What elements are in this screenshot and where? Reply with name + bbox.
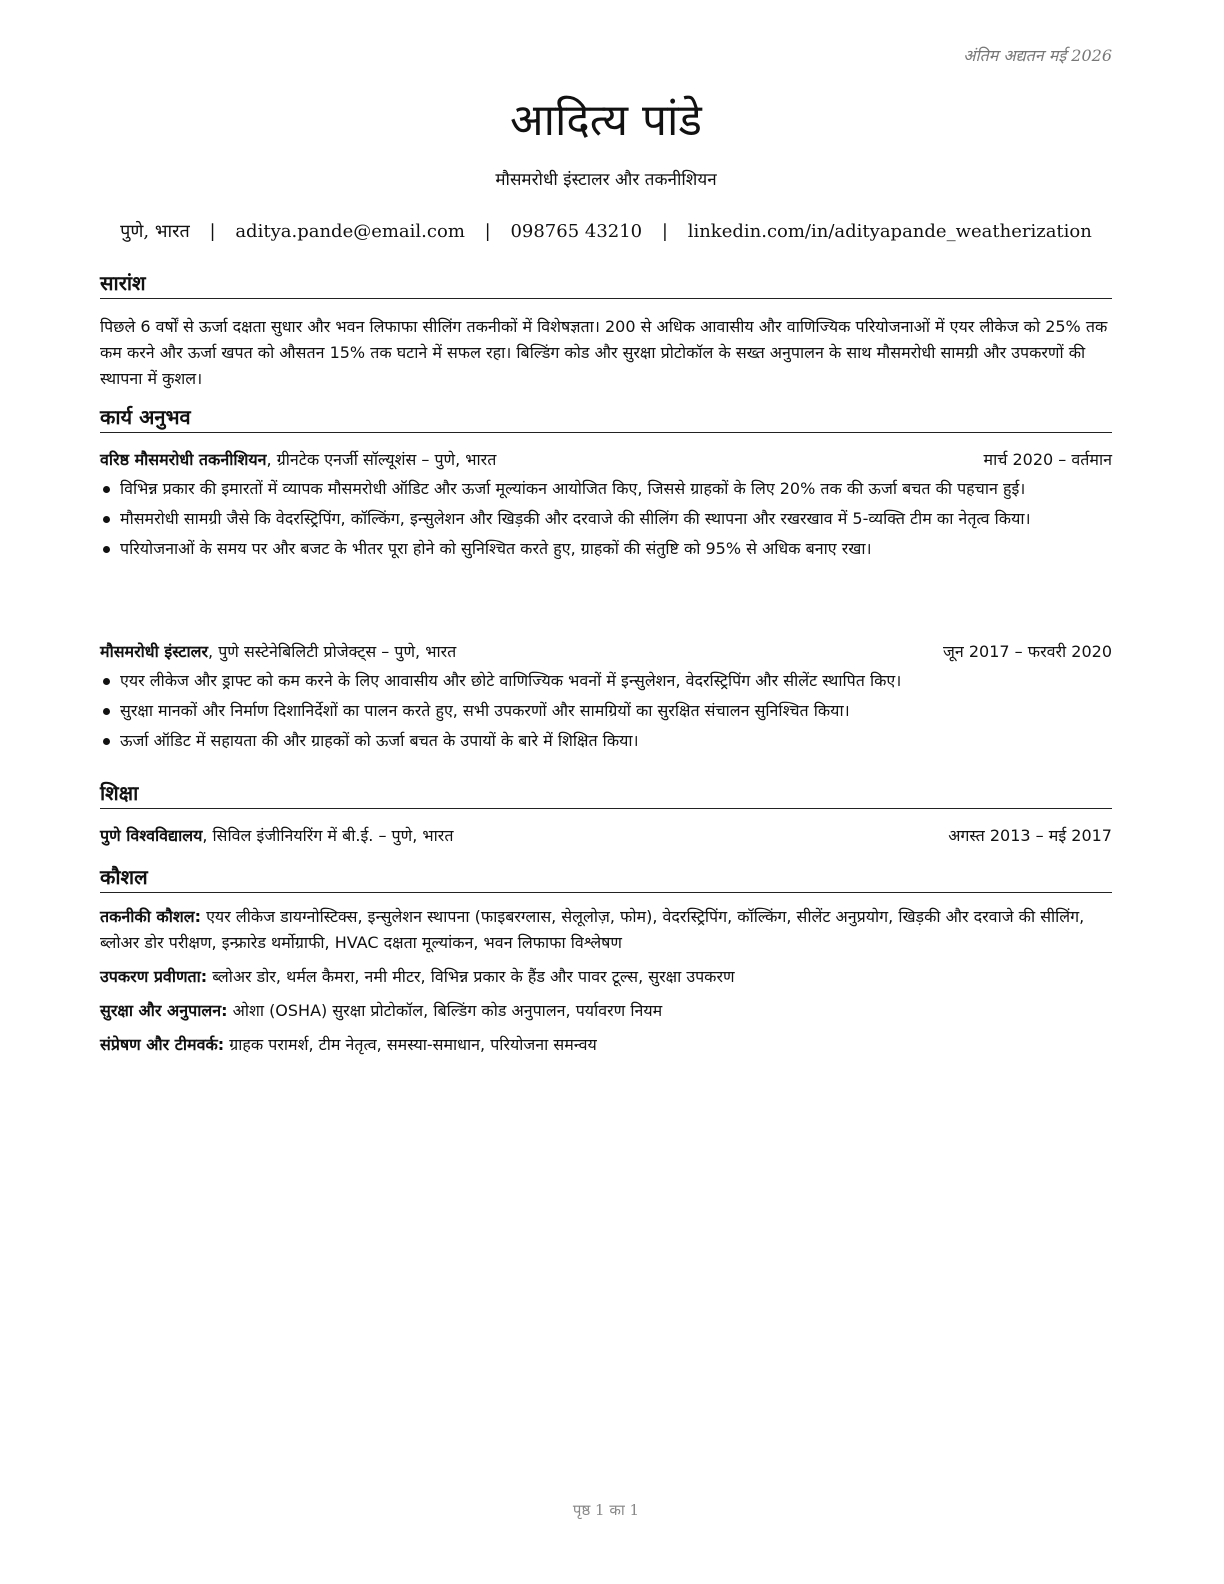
contact-line bbox=[100, 219, 1112, 243]
resume-page bbox=[100, 0, 1112, 1584]
education-degree: , सिविल इंजीनियरिंग में बी.ई. – पुणे, भारत bbox=[202, 826, 454, 845]
contact-phone[interactable]: 098765 43210 bbox=[510, 221, 643, 242]
list-item: परियोजनाओं के समय पर और बजट के भीतर पूरा होने को सुनिश्चित करते हुए, ग्राहकों की संतुष्टि को 95% से अधिक बनाए रखा। bbox=[100, 536, 1112, 562]
summary-heading: सारांश bbox=[100, 270, 1112, 299]
candidate-name: आदित्य पांडे bbox=[510, 95, 702, 146]
contact-separator: | bbox=[484, 221, 491, 242]
job-org: , ग्रीनटेक एनर्जी सॉल्यूशंस – पुणे, भारत bbox=[266, 450, 497, 469]
education-school: पुणे विश्वविद्यालय bbox=[100, 826, 203, 845]
education-heading: शिक्षा bbox=[100, 780, 1112, 809]
skills-heading: कौशल bbox=[100, 864, 1112, 893]
list-item: विभिन्न प्रकार की इमारतों में व्यापक मौसमरोधी ऑडिट और ऊर्जा मूल्यांकन आयोजित किए, जिससे ग्राहकों के लिए 20% तक की ऊर्जा बचत की पहचान हुई। bbox=[100, 476, 1112, 502]
skill-text: एयर लीकेज डायग्नोस्टिक्स, इन्सुलेशन स्थापना (फाइबरग्लास, सेलूलोज़, फोम), वेदरस्ट्रिपिंग, कॉल्किंग, सीलेंट अनुप्रयोग, खिड़की और दरवाजे की सीलिंग, ब्लोअर डोर परीक्षण, इन्फ्रारेड थर्मोग्राफी, HVAC दक्षता मूल्यांकन, भवन लिफाफा विश्लेषण bbox=[100, 907, 1085, 952]
list-item: एयर लीकेज और ड्राफ्ट को कम करने के लिए आवासीय और छोटे वाणिज्यिक भवनों में इन्सुलेशन, वेदरस्ट्रिपिंग और सीलेंट स्थापित किए। bbox=[100, 668, 1112, 694]
job-dates: मार्च 2020 – वर्तमान bbox=[983, 450, 1112, 469]
last-updated: अंतिम अद्यतन मई 2026 bbox=[963, 46, 1112, 65]
education-school-degree bbox=[100, 824, 453, 848]
job-role: मौसमरोधी इंस्टालर bbox=[100, 642, 209, 661]
contact-location: पुणे, भारत bbox=[120, 221, 190, 242]
skill-group bbox=[100, 1032, 1112, 1058]
job-role-org bbox=[100, 640, 456, 664]
skill-group bbox=[100, 998, 1112, 1024]
job-org: , पुणे सस्टेनेबिलिटी प्रोजेक्ट्स – पुणे, भारत bbox=[208, 642, 457, 661]
skill-label: संप्रेषण और टीमवर्क: bbox=[100, 1035, 225, 1054]
skill-group bbox=[100, 904, 1112, 956]
list-item: सुरक्षा मानकों और निर्माण दिशानिर्देशों का पालन करते हुए, सभी उपकरणों और सामग्रियों का सुरक्षित संचालन सुनिश्चित किया। bbox=[100, 698, 1112, 724]
contact-email[interactable]: aditya.pande@email.com bbox=[235, 221, 465, 242]
job-bullets bbox=[100, 668, 1112, 758]
skill-label: उपकरण प्रवीणता: bbox=[100, 967, 208, 986]
skills-list bbox=[100, 904, 1112, 1066]
job-role: वरिष्ठ मौसमरोधी तकनीशियन bbox=[100, 450, 267, 469]
contact-separator: | bbox=[661, 221, 668, 242]
job-header bbox=[100, 448, 1112, 472]
list-item: ऊर्जा ऑडिट में सहायता की और ग्राहकों को ऊर्जा बचत के उपायों के बारे में शिक्षित किया। bbox=[100, 728, 1112, 754]
contact-linkedin[interactable]: linkedin.com/in/adityapande_weatherization bbox=[687, 221, 1092, 242]
job-dates: जून 2017 – फरवरी 2020 bbox=[943, 642, 1112, 661]
job-bullets bbox=[100, 476, 1112, 566]
skill-label: तकनीकी कौशल: bbox=[100, 907, 201, 926]
skill-label: सुरक्षा और अनुपालन: bbox=[100, 1001, 228, 1020]
education-entry bbox=[100, 824, 1112, 848]
job-header bbox=[100, 640, 1112, 664]
summary-text: पिछले 6 वर्षों से ऊर्जा दक्षता सुधार और भवन लिफाफा सीलिंग तकनीकों में विशेषज्ञता। 200 से अधिक आवासीय और वाणिज्यिक परियोजनाओं में एयर लीकेज को 25% तक कम करने और ऊर्जा खपत को औसतन 15% तक घटाने में सफल रहा। बिल्डिंग कोड और सुरक्षा प्रोटोकॉल के सख्त अनुपालन के साथ मौसमरोधी सामग्री और उपकरणों की स्थापना में कुशल। bbox=[100, 317, 1108, 388]
page-number: पृष्ठ 1 का 1 bbox=[572, 1501, 640, 1519]
contact-separator: | bbox=[209, 221, 216, 242]
education-dates: अगस्त 2013 – मई 2017 bbox=[948, 826, 1112, 845]
experience-heading: कार्य अनुभव bbox=[100, 404, 1112, 433]
candidate-title: मौसमरोधी इंस्टालर और तकनीशियन bbox=[495, 170, 717, 190]
skill-text: ओशा (OSHA) सुरक्षा प्रोटोकॉल, बिल्डिंग कोड अनुपालन, पर्यावरण नियम bbox=[227, 1001, 663, 1020]
job-role-org bbox=[100, 448, 496, 472]
skill-text: ग्राहक परामर्श, टीम नेतृत्व, समस्या-समाधान, परियोजना समन्वय bbox=[224, 1035, 597, 1054]
skill-text: ब्लोअर डोर, थर्मल कैमरा, नमी मीटर, विभिन्न प्रकार के हैंड और पावर टूल्स, सुरक्षा उपकरण bbox=[207, 967, 735, 986]
list-item: मौसमरोधी सामग्री जैसे कि वेदरस्ट्रिपिंग, कॉल्किंग, इन्सुलेशन और खिड़की और दरवाजे की सीलिंग की स्थापना और रखरखाव में 5-व्यक्ति टीम का नेतृत्व किया। bbox=[100, 506, 1112, 532]
skill-group bbox=[100, 964, 1112, 990]
